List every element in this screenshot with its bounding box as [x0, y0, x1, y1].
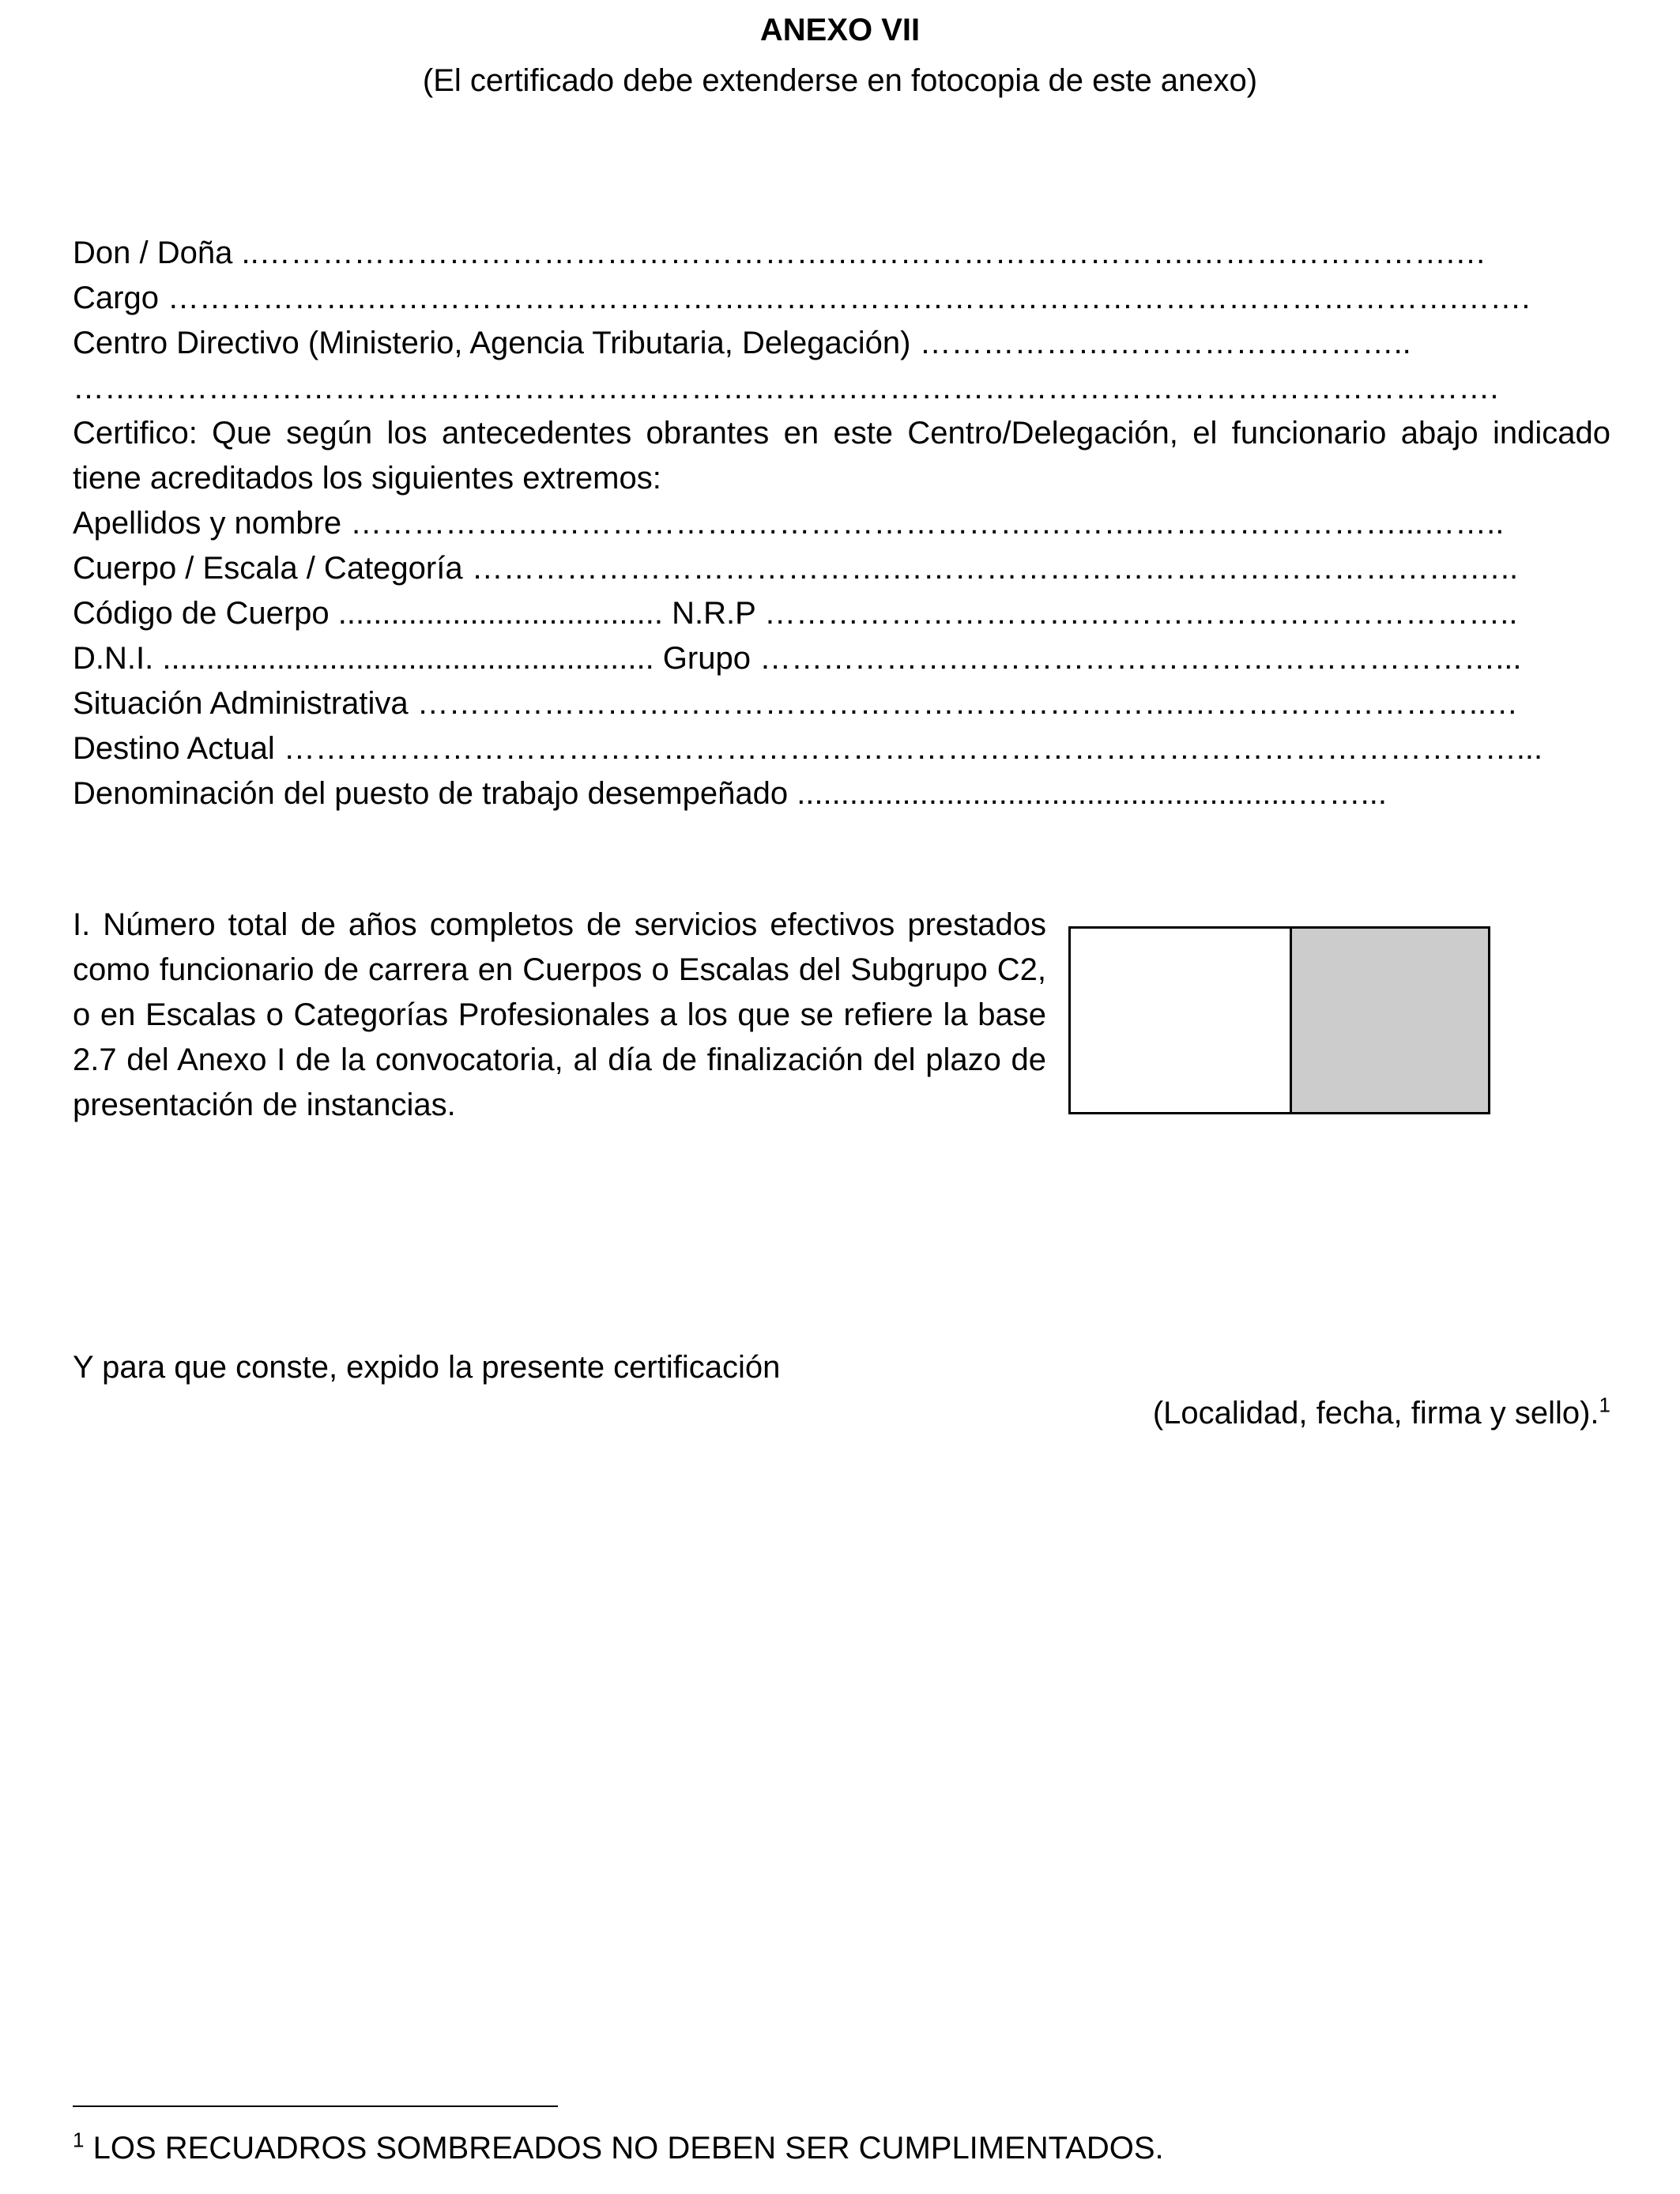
footnote-divider [73, 2105, 558, 2107]
section-i-text: I. Número total de años completos de servicios efectivos prestados como funcionario de carrera en Cuerpos o Escalas del Subgrupo C2, o en Escalas o Categorías Profesionales a los que se refiere la base 2.7 del Anexo I de la convocatoria, al día de finalización del plazo de presentación de instancias. [73, 907, 1046, 1122]
field-cuerpo-escala-categoria[interactable]: Cuerpo / Escala / Categoría ………………………………….……………………………………………….….. [73, 551, 1519, 586]
field-apellidos-nombre[interactable]: Apellidos y nombre …………….………………….……………………….……….……………………...…….. [73, 506, 1505, 541]
document-subtitle: (El certificado debe extenderse en fotocopia de este anexo) [422, 63, 1258, 98]
field-dni-grupo[interactable]: D.N.I. ........................................................ Grupo ……………….……………………………………………... [73, 641, 1522, 676]
signature-note [1153, 1391, 1610, 1436]
field-centro-directivo-continuation[interactable]: …….……………………………………….………………….……………………………………………………. [73, 371, 1499, 405]
field-denominacion-puesto[interactable]: Denominación del puesto de trabajo desempeñado .........................................................……... [73, 776, 1387, 811]
field-centro-directivo[interactable]: Centro Directivo (Ministerio, Agencia Tributaria, Delegación) ……………………………………….. [73, 326, 1411, 360]
field-destino-actual[interactable]: Destino Actual ………………………………………………………………………………………………………... [73, 731, 1543, 766]
shaded-box [1290, 926, 1490, 1114]
closing-statement: Y para que conste, expido la presente certificación [73, 1350, 781, 1385]
certifico-statement: Certifico: Que según los antecedentes obrantes en este Centro/Delegación, el funcionario abajo indicado tiene acreditados los siguientes extremos: [73, 416, 1610, 496]
field-cargo[interactable]: Cargo ……………….……………………………….………………………………………………………….……. [73, 281, 1531, 315]
footnote [73, 2126, 1164, 2171]
field-codigo-cuerpo-nrp[interactable]: Código de Cuerpo ..................................... N.R.P ………………………….………………………………….. [73, 596, 1518, 631]
certificate-form [73, 231, 1610, 816]
footnote-marker: 1 [73, 2128, 85, 2152]
signature-note-text: (Localidad, fecha, firma y sello). [1152, 1396, 1599, 1431]
document-title: ANEXO VII [759, 13, 921, 47]
field-don-dona[interactable]: Don / Doña ..……………………………………………….…………………………….…………………….… [73, 236, 1487, 270]
field-situacion-administrativa[interactable]: Situación Administrativa ……………………………………………………………….………………………..… [73, 686, 1519, 721]
years-service-input-box[interactable] [1068, 926, 1292, 1114]
footnote-text: LOS RECUADROS SOMBREADOS NO DEBEN SER CUMPLIMENTADOS. [84, 2131, 1164, 2166]
footnote-reference: 1 [1599, 1393, 1610, 1417]
